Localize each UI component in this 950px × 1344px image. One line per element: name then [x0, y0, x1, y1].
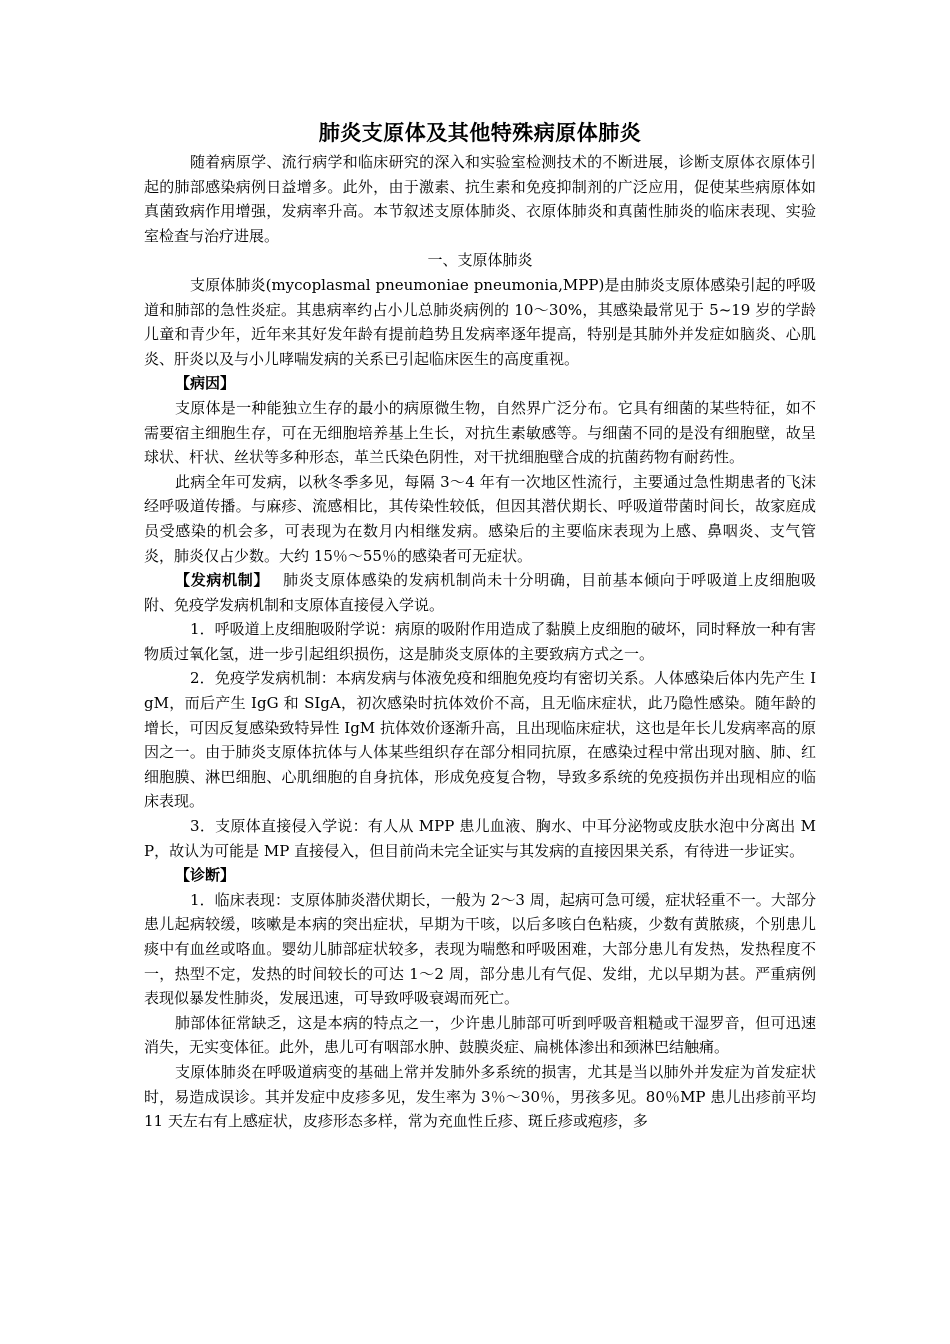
document-title: 肺炎支原体及其他特殊病原体肺炎 [318, 120, 642, 145]
section-intro-paragraph: 支原体肺炎(mycoplasmal pneumoniae pneumonia,MPP)是由肺炎支原体感染引起的呼吸道和肺部的急性炎症。其患病率约占小儿总肺炎病例的 10～30%，其感染最常见于 5~19 岁的学龄儿童和青少年，近年来其好发年龄有提前趋势且发病率逐年提高，特别是其肺外并发症如脑炎、心肌炎、肝炎以及与小儿哮喘发病的关系已引起临床医生的高度重视。 [144, 275, 816, 368]
pathogenesis-intro: 肺炎支原体感染的发病机制尚未十分明确，目前基本倾向于呼吸道上皮细胞吸附、免疫学发病机制和支原体直接侵入学说。 [144, 571, 816, 614]
etiology-paragraph-1: 支原体是一种能独立生存的最小的病原微生物，自然界广泛分布。它具有细菌的某些特征，如不需要宿主细胞生存，可在无细胞培养基上生长，对抗生素敏感等。与细菌不同的是没有细胞壁，故呈球状、杆状、丝状等多种形态，革兰氏染色阴性，对干扰细胞壁合成的抗菌药物有耐药性。 [144, 398, 816, 467]
pathogenesis-item-2: 2．免疫学发病机制：本病发病与体液免疫和细胞免疫均有密切关系。人体感染后体内先产生 IgM，而后产生 IgG 和 SIgA，初次感染时抗体效价不高，且无临床症状，此乃隐性感染。随年龄的增长，可因反复感染致特异性 IgM 抗体效价逐渐升高，且出现临床症状，这也是年长儿发病率高的原因之一。由于肺炎支原体抗体与人体某些组织存在部分相同抗原，在感染过程中常出现对脑、肺、红细胞膜、淋巴细胞、心肌细胞的自身抗体，形成免疫复合物，导致多系统的免疫损伤并出现相应的临床表现。 [144, 669, 816, 811]
etiology-paragraph-2: 此病全年可发病，以秋冬季多见，每隔 3～4 年有一次地区性流行，主要通过急性期患者的飞沫经呼吸道传播。与麻疹、流感相比，其传染性较低，但因其潜伏期长、呼吸道带菌时间长，故家庭成员受感染的机会多，可表现为在数月内相继发病。感染后的主要临床表现为上感、鼻咽炎、支气管炎，肺炎仅占少数。大约 15％～55％的感染者可无症状。 [144, 472, 816, 565]
pathogenesis-item-3: 3．支原体直接侵入学说：有人从 MPP 患儿血液、胸水、中耳分泌物或皮肤水泡中分离出 MP，故认为可能是 MP 直接侵入，但目前尚未完全证实与其发病的直接因果关系，有待进一步证实。 [144, 817, 816, 860]
diagnosis-paragraph-3: 支原体肺炎在呼吸道病变的基础上常并发肺外多系统的损害，尤其是当以肺外并发症为首发症状时，易造成误诊。其并发症中皮疹多见，发生率为 3％～30％，男孩多见。80％MP 患儿出疹前平均 11 天左右有上感症状，皮疹形态多样，常为充血性丘疹、斑丘疹或疱疹，多 [144, 1062, 816, 1131]
diagnosis-paragraph-2: 肺部体征常缺乏，这是本病的特点之一，少许患儿肺部可听到呼吸音粗糙或干湿罗音，但可迅速消失，无实变体征。此外，患儿可有咽部水肿、鼓膜炎症、扁桃体渗出和颈淋巴结触痛。 [144, 1013, 816, 1057]
pathogenesis-item-1: 1．呼吸道上皮细胞吸附学说：病原的吸附作用造成了黏膜上皮细胞的破坏，同时释放一种有害物质过氧化氢，进一步引起组织损伤，这是肺炎支原体的主要致病方式之一。 [144, 620, 816, 663]
diagnosis-heading: 【诊断】 [175, 866, 236, 885]
etiology-heading: 【病因】 [175, 374, 236, 393]
pathogenesis-heading: 【发病机制】 [175, 571, 270, 590]
pathogenesis-paragraph [144, 568, 816, 617]
intro-paragraph: 随着病原学、流行病学和临床研究的深入和实验室检测技术的不断进展，诊断支原体衣原体引起的肺部感染病例日益增多。此外，由于激素、抗生素和免疫抑制剂的广泛应用，促使某些病原体如真菌致病作用增强，发病率升高。本节叙述支原体肺炎、衣原体肺炎和真菌性肺炎的临床表现、实验室检查与治疗进展。 [144, 153, 816, 245]
section-title: 一、支原体肺炎 [427, 251, 533, 270]
diagnosis-item-1: 1．临床表现：支原体肺炎潜伏期长，一般为 2～3 周，起病可急可缓，症状轻重不一。大部分患儿起病较缓，咳嗽是本病的突出症状，早期为干咳，以后多咳白色粘痰，少数有黄脓痰，个别患儿痰中有血丝或咯血。婴幼儿肺部症状较多，表现为喘憋和呼吸困难，大部分患儿有发热，发热程度不一，热型不定，发热的时间较长的可达 1～2 周，部分患儿有气促、发绀，尤以早期为甚。严重病例表现似暴发性肺炎，发展迅速，可导致呼吸衰竭而死亡。 [144, 890, 816, 1008]
document-page [144, 118, 816, 1134]
